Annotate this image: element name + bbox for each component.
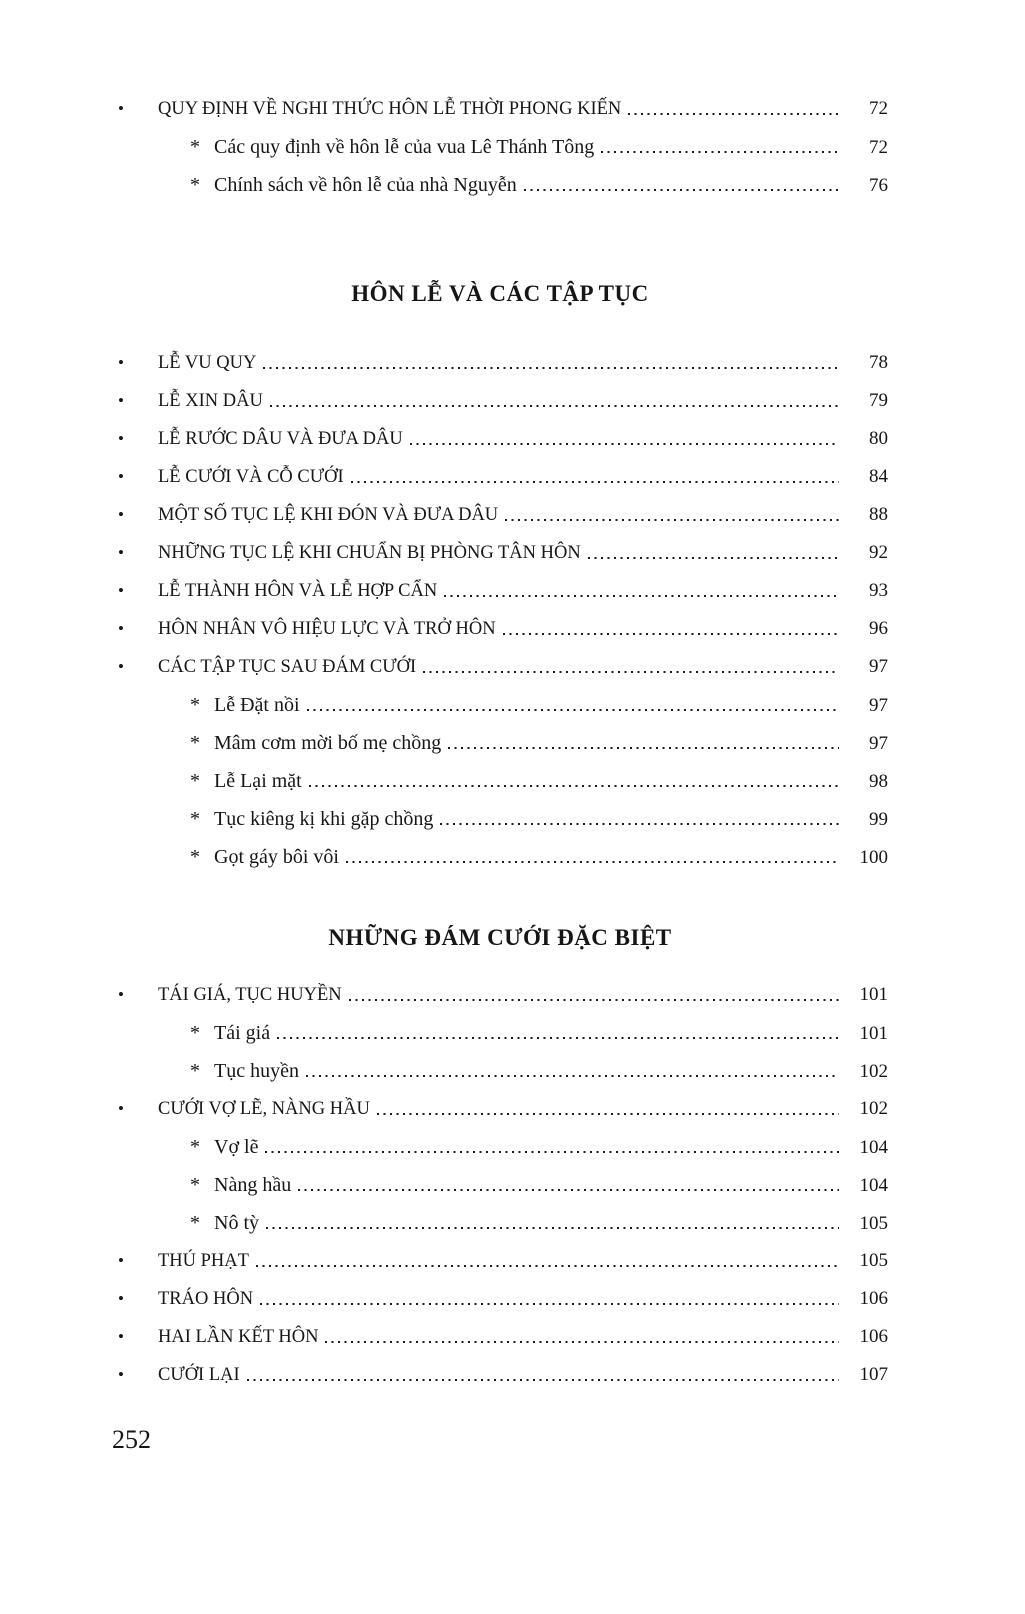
toc-entry-page: 72	[869, 98, 888, 119]
toc-entry	[112, 1242, 888, 1280]
toc-entry-title: HÔN NHÂN VÔ HIỆU LỰC VÀ TRỞ HÔN	[158, 619, 496, 639]
toc-entry-title: CƯỚI VỢ LẼ, NÀNG HẦU	[158, 1099, 370, 1119]
toc-entry	[112, 838, 888, 876]
dot-leader	[346, 861, 839, 863]
asterisk-marker: *	[190, 1212, 200, 1234]
bullet-marker: •	[118, 1327, 124, 1346]
bullet-marker: •	[118, 619, 124, 638]
dot-leader	[448, 747, 839, 749]
toc-entry-title: Các quy định về hôn lễ của vua Lê Thánh Tông	[214, 136, 595, 158]
bullet-marker: •	[118, 99, 124, 118]
toc-entry-title: CÁC TẬP TỤC SAU ĐÁM CƯỚI	[158, 657, 417, 677]
toc-entry	[112, 1166, 888, 1204]
toc-entry-title: Chính sách về hôn lễ của nhà Nguyễn	[214, 174, 517, 196]
section-heading: NHỮNG ĐÁM CƯỚI ĐẶC BIỆT	[328, 925, 672, 950]
dot-leader	[503, 633, 839, 635]
dot-leader	[349, 999, 839, 1001]
toc-entry-title: THÚ PHẠT	[158, 1251, 249, 1271]
dot-leader	[524, 189, 839, 191]
dot-leader	[410, 443, 839, 445]
toc-entry	[112, 458, 888, 496]
toc-entry-page: 92	[869, 542, 888, 563]
toc-entry-title: CƯỚI LẠI	[158, 1365, 240, 1385]
asterisk-marker: *	[190, 770, 200, 792]
toc-entry-title: Lễ Lại mặt	[214, 770, 302, 792]
dot-leader	[256, 1265, 839, 1267]
dot-leader	[423, 671, 839, 673]
toc-entry-page: 93	[869, 580, 888, 601]
section-heading: HÔN LỄ VÀ CÁC TẬP TỤC	[351, 281, 649, 306]
toc-entry-title: Mâm cơm mời bố mẹ chồng	[214, 732, 442, 754]
toc-entry-title: TRÁO HÔN	[158, 1289, 254, 1309]
toc-entry	[112, 1356, 888, 1394]
toc-entry	[112, 420, 888, 458]
toc-entry-title: Lễ Đặt nồi	[214, 694, 300, 716]
toc-entry	[112, 1090, 888, 1128]
dot-leader	[260, 1303, 839, 1305]
toc-entry-title: TÁI GIÁ, TỤC HUYỀN	[158, 985, 342, 1005]
dot-leader	[628, 113, 839, 115]
bullet-marker: •	[118, 657, 124, 676]
toc-entry-page: 97	[869, 695, 888, 716]
toc-entry-page: 96	[869, 618, 888, 639]
toc-entry-title: Vợ lẽ	[214, 1136, 259, 1158]
toc-entry	[112, 90, 888, 128]
toc-entry	[112, 1318, 888, 1356]
toc-entry-page: 101	[859, 1023, 888, 1044]
asterisk-marker: *	[190, 174, 200, 196]
bullet-marker: •	[118, 1251, 124, 1270]
dot-leader	[306, 1075, 839, 1077]
toc-entry-page: 101	[859, 984, 888, 1005]
dot-leader	[440, 823, 839, 825]
bullet-marker: •	[118, 543, 124, 562]
toc-entry-title: Tục huyền	[214, 1060, 299, 1082]
asterisk-marker: *	[190, 136, 200, 158]
bullet-marker: •	[118, 985, 124, 1004]
toc-entry-title: LỄ XIN DÂU	[158, 391, 263, 411]
page-number: 252	[112, 1425, 151, 1454]
toc-entry-page: 98	[869, 771, 888, 792]
toc-entry-title: Tái giá	[214, 1022, 271, 1044]
dot-leader	[588, 557, 839, 559]
toc-entry-page: 100	[859, 847, 888, 868]
bullet-marker: •	[118, 467, 124, 486]
bullet-marker: •	[118, 1289, 124, 1308]
bullet-marker: •	[118, 505, 124, 524]
asterisk-marker: *	[190, 1174, 200, 1196]
toc-entry-title: HAI LẦN KẾT HÔN	[158, 1327, 319, 1347]
toc-entry-page: 76	[869, 175, 888, 196]
toc-entry	[112, 610, 888, 648]
dot-leader	[266, 1227, 839, 1229]
toc-entry-title: LỄ RƯỚC DÂU VÀ ĐƯA DÂU	[158, 429, 403, 449]
toc-entry-page: 97	[869, 733, 888, 754]
toc-entry	[112, 976, 888, 1014]
asterisk-marker: *	[190, 694, 200, 716]
bullet-marker: •	[118, 581, 124, 600]
dot-leader	[270, 405, 839, 407]
bullet-marker: •	[118, 429, 124, 448]
toc-entry	[112, 496, 888, 534]
dot-leader	[309, 785, 839, 787]
dot-leader	[325, 1341, 839, 1343]
toc-entry-page: 78	[869, 352, 888, 373]
dot-leader	[351, 481, 839, 483]
asterisk-marker: *	[190, 1136, 200, 1158]
dot-leader	[265, 1151, 839, 1153]
asterisk-marker: *	[190, 846, 200, 868]
bullet-marker: •	[118, 353, 124, 372]
toc-entry	[112, 534, 888, 572]
asterisk-marker: *	[190, 732, 200, 754]
toc-entry	[112, 724, 888, 762]
dot-leader	[263, 367, 839, 369]
toc-entry	[112, 800, 888, 838]
toc-entry-page: 105	[859, 1250, 888, 1271]
toc-entry-page: 104	[859, 1175, 888, 1196]
toc-entry	[112, 128, 888, 166]
asterisk-marker: *	[190, 808, 200, 830]
dot-leader	[444, 595, 839, 597]
dot-leader	[601, 151, 839, 153]
bullet-marker: •	[118, 391, 124, 410]
toc-entry	[112, 1014, 888, 1052]
toc-section	[112, 918, 888, 1394]
toc-entry-page: 84	[869, 466, 888, 487]
toc-section	[112, 274, 888, 876]
toc-entry	[112, 382, 888, 420]
toc-entry-title: LỄ VU QUY	[158, 353, 257, 373]
toc-section	[112, 90, 888, 204]
toc-entry-title: LỄ THÀNH HÔN VÀ LỄ HỢP CẨN	[158, 581, 438, 601]
dot-leader	[377, 1113, 839, 1115]
toc-entry	[112, 1052, 888, 1090]
toc-entry-page: 107	[859, 1364, 888, 1385]
toc-entry-page: 102	[859, 1098, 888, 1119]
toc-entry	[112, 648, 888, 686]
toc-entry-title: Nô tỳ	[214, 1212, 259, 1234]
toc-entry-page: 106	[859, 1326, 888, 1347]
toc-entry	[112, 166, 888, 204]
toc-entry-page: 88	[869, 504, 888, 525]
dot-leader	[298, 1189, 839, 1191]
toc-entry	[112, 1280, 888, 1318]
toc-entry-title: MỘT SỐ TỤC LỆ KHI ĐÓN VÀ ĐƯA DÂU	[158, 505, 499, 525]
toc-entry-page: 102	[859, 1061, 888, 1082]
toc-entry	[112, 762, 888, 800]
toc-entry-page: 72	[869, 137, 888, 158]
dot-leader	[277, 1037, 839, 1039]
toc-entry	[112, 1204, 888, 1242]
toc-entry-title: Nàng hầu	[214, 1174, 292, 1196]
toc-entry	[112, 686, 888, 724]
toc-entry-page: 106	[859, 1288, 888, 1309]
toc-entry	[112, 344, 888, 382]
dot-leader	[247, 1379, 839, 1381]
toc-entry-page: 105	[859, 1213, 888, 1234]
toc-entry-page: 79	[869, 390, 888, 411]
toc-entry-page: 97	[869, 656, 888, 677]
toc-entry-title: NHỮNG TỤC LỆ KHI CHUẨN BỊ PHÒNG TÂN HÔN	[158, 543, 581, 563]
toc-entry-page: 99	[869, 809, 888, 830]
dot-leader	[505, 519, 839, 521]
asterisk-marker: *	[190, 1022, 200, 1044]
asterisk-marker: *	[190, 1060, 200, 1082]
dot-leader	[307, 709, 839, 711]
toc-entry-title: QUY ĐỊNH VỀ NGHI THỨC HÔN LỄ THỜI PHONG KIẾN	[158, 99, 622, 119]
bullet-marker: •	[118, 1365, 124, 1384]
toc-entry-title: Tục kiêng kị khi gặp chồng	[214, 808, 434, 830]
toc-entry-page: 104	[859, 1137, 888, 1158]
toc-entry-page: 80	[869, 428, 888, 449]
toc-entry-title: Gọt gáy bôi vôi	[214, 846, 339, 868]
bullet-marker: •	[118, 1099, 124, 1118]
toc-entry-title: LỄ CƯỚI VÀ CỖ CƯỚI	[158, 467, 344, 487]
toc-entry	[112, 572, 888, 610]
toc-entry	[112, 1128, 888, 1166]
